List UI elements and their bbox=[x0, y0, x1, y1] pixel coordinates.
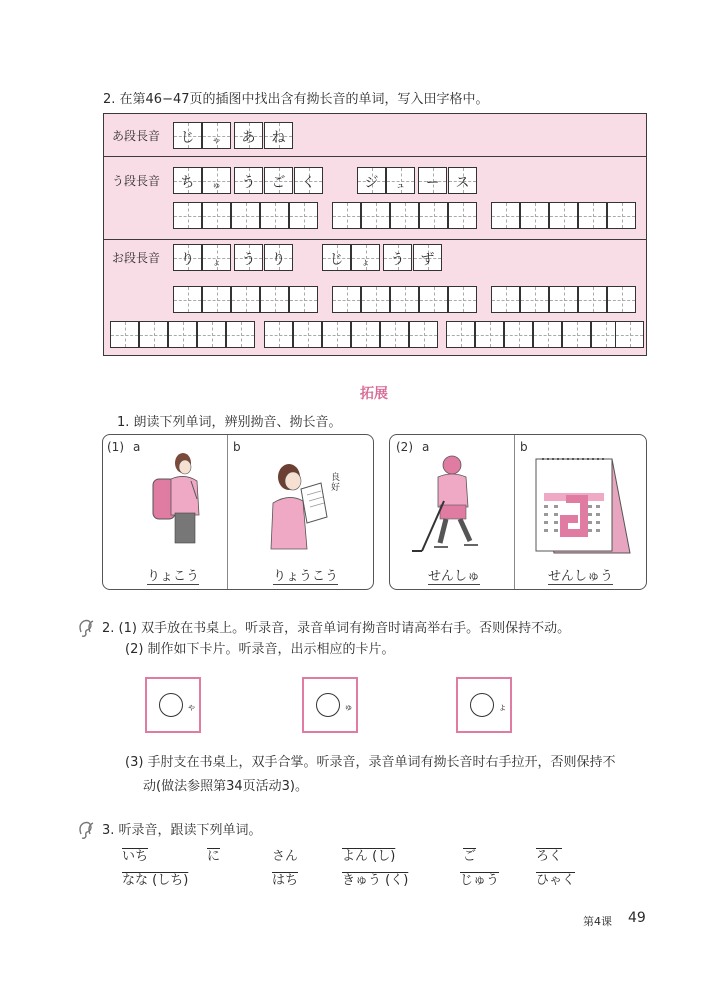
question-2-title: 2. 在第46−47页的插图中找出含有拗长音的单词，写入田字格中。 bbox=[103, 92, 489, 107]
grid-cell: ー bbox=[418, 167, 447, 194]
grid-cell[interactable] bbox=[615, 321, 644, 348]
row-divider bbox=[104, 156, 646, 157]
grid-cell[interactable] bbox=[293, 321, 322, 348]
grid-cell[interactable] bbox=[173, 202, 202, 229]
section-heading: 拓展 bbox=[360, 386, 388, 402]
word-go: ご bbox=[463, 849, 477, 864]
grid-cell[interactable] bbox=[390, 286, 419, 313]
exercise-2-line3a: (3) 手肘支在书桌上，双手合掌。听录音，录音单词有拗长音时右手拉开，否则保持不 bbox=[125, 755, 616, 770]
grid-cell[interactable] bbox=[322, 321, 351, 348]
word-yon: よん (し) bbox=[342, 849, 396, 864]
grid-cell: ジ bbox=[357, 167, 386, 194]
grid-cell: り bbox=[173, 244, 202, 271]
grid-cell: ュ bbox=[386, 167, 415, 194]
grid-cell[interactable] bbox=[231, 286, 260, 313]
grid-cell[interactable] bbox=[491, 286, 520, 313]
grid-cell: じ bbox=[173, 122, 202, 149]
grid-cell: ゃ bbox=[202, 122, 231, 149]
grid-cell[interactable] bbox=[419, 202, 448, 229]
grid-cell[interactable] bbox=[504, 321, 533, 348]
practice-table bbox=[103, 113, 647, 356]
grid-cell: ゅ bbox=[202, 167, 231, 194]
picture-box-2 bbox=[389, 434, 647, 590]
grid-cell[interactable] bbox=[332, 202, 361, 229]
grid-cell[interactable] bbox=[332, 286, 361, 313]
row-label-o: お段長音 bbox=[112, 251, 161, 265]
grid-cell: あ bbox=[234, 122, 263, 149]
grid-cell[interactable] bbox=[361, 286, 390, 313]
grid-cell: う bbox=[234, 244, 263, 271]
grid-cell: じ bbox=[322, 244, 351, 271]
card-ya: ゃ bbox=[145, 677, 201, 733]
grid-cell: り bbox=[264, 244, 293, 271]
word-hachi: はち bbox=[272, 873, 299, 888]
circle-icon bbox=[159, 693, 183, 717]
calendar-illustration bbox=[526, 453, 636, 557]
grid-cell[interactable] bbox=[419, 286, 448, 313]
word-a: せんしゅ bbox=[428, 565, 480, 585]
card-yo: ょ bbox=[456, 677, 512, 733]
grid-cell: ち bbox=[173, 167, 202, 194]
item-number: (1) bbox=[107, 440, 124, 454]
grid-cell[interactable] bbox=[562, 321, 591, 348]
circle-icon bbox=[316, 693, 340, 717]
word-hyaku: ひゃく bbox=[536, 873, 576, 888]
grid-cell[interactable] bbox=[361, 202, 390, 229]
word-a: りょこう bbox=[147, 565, 199, 585]
grid-cell[interactable] bbox=[202, 202, 231, 229]
grid-cell[interactable] bbox=[578, 202, 607, 229]
grid-cell[interactable] bbox=[173, 286, 202, 313]
exercise-2-line3b: 动(做法参照第34页活动3)。 bbox=[143, 779, 308, 794]
grid-cell[interactable] bbox=[491, 202, 520, 229]
label-b: b bbox=[233, 440, 241, 454]
row-label-a: あ段長音 bbox=[112, 129, 161, 143]
word-b: せんしゅう bbox=[548, 565, 613, 585]
grid-cell[interactable] bbox=[520, 286, 549, 313]
row-divider bbox=[104, 239, 646, 240]
row-label-u: う段長音 bbox=[112, 174, 161, 188]
grid-cell[interactable] bbox=[549, 286, 578, 313]
grid-cell: う bbox=[234, 167, 263, 194]
grid-cell[interactable] bbox=[260, 286, 289, 313]
grid-cell[interactable] bbox=[607, 202, 636, 229]
lesson-label: 第4课 bbox=[583, 915, 612, 928]
circle-icon bbox=[470, 693, 494, 717]
grid-cell[interactable] bbox=[110, 321, 139, 348]
grid-cell: ょ bbox=[351, 244, 380, 271]
grid-cell[interactable] bbox=[260, 202, 289, 229]
word-juu: じゅう bbox=[460, 873, 500, 888]
grid-cell[interactable] bbox=[231, 202, 260, 229]
box-divider bbox=[227, 435, 228, 589]
grid-cell[interactable] bbox=[448, 202, 477, 229]
card-yu: ゅ bbox=[302, 677, 358, 733]
label-a: a bbox=[133, 440, 141, 454]
word-kyuu: きゅう (く) bbox=[342, 873, 409, 888]
word-b: りょうこう bbox=[273, 565, 338, 585]
exercise-2-line1: 2. (1) 双手放在书桌上。听录音，录音单词有拗音时请高举右手。否则保持不动。 bbox=[102, 621, 571, 636]
grid-cell[interactable] bbox=[168, 321, 197, 348]
word-roku: ろく bbox=[536, 849, 563, 864]
paper-text: 良好 bbox=[331, 473, 341, 493]
picture-box-1 bbox=[102, 434, 374, 590]
grid-cell[interactable] bbox=[448, 286, 477, 313]
grid-cell[interactable] bbox=[520, 202, 549, 229]
grid-cell[interactable] bbox=[139, 321, 168, 348]
grid-cell[interactable] bbox=[289, 286, 318, 313]
grid-cell: ス bbox=[448, 167, 477, 194]
grid-cell: ょ bbox=[202, 244, 231, 271]
grid-cell[interactable] bbox=[390, 202, 419, 229]
grid-cell[interactable] bbox=[351, 321, 380, 348]
word-san: さん bbox=[272, 849, 299, 864]
exercise-2-line2: (2) 制作如下卡片。听录音，出示相应的卡片。 bbox=[125, 642, 395, 657]
box-divider bbox=[514, 435, 515, 589]
backpacker-illustration bbox=[147, 449, 207, 549]
word-nana: なな (しち) bbox=[122, 873, 189, 888]
grid-cell[interactable] bbox=[475, 321, 504, 348]
page-number: 49 bbox=[628, 910, 646, 926]
grid-cell[interactable] bbox=[409, 321, 438, 348]
grid-cell: ご bbox=[264, 167, 293, 194]
audio-icon[interactable] bbox=[76, 820, 98, 840]
grid-cell[interactable] bbox=[607, 286, 636, 313]
grid-cell[interactable] bbox=[446, 321, 475, 348]
grid-cell[interactable] bbox=[289, 202, 318, 229]
label-b: b bbox=[520, 440, 528, 454]
hockey-player-illustration bbox=[410, 453, 490, 557]
grid-cell[interactable] bbox=[533, 321, 562, 348]
grid-cell[interactable] bbox=[380, 321, 409, 348]
label-a: a bbox=[422, 440, 430, 454]
item-number: (2) bbox=[396, 440, 413, 454]
audio-icon[interactable] bbox=[76, 618, 98, 638]
grid-cell: う bbox=[383, 244, 412, 271]
grid-cell: く bbox=[294, 167, 323, 194]
word-ni: に bbox=[207, 849, 221, 864]
exercise-3-title: 3. 听录音，跟读下列单词。 bbox=[102, 823, 262, 838]
grid-cell[interactable] bbox=[202, 286, 231, 313]
grid-cell: ね bbox=[264, 122, 293, 149]
grid-cell[interactable] bbox=[578, 286, 607, 313]
grid-cell[interactable] bbox=[549, 202, 578, 229]
grid-cell[interactable] bbox=[226, 321, 255, 348]
exercise-1-title: 1. 朗读下列单词，辨别拗音、拗长音。 bbox=[117, 415, 342, 430]
word-ichi: いち bbox=[122, 849, 149, 864]
grid-cell[interactable] bbox=[264, 321, 293, 348]
grid-cell: ず bbox=[413, 244, 442, 271]
grid-cell[interactable] bbox=[197, 321, 226, 348]
